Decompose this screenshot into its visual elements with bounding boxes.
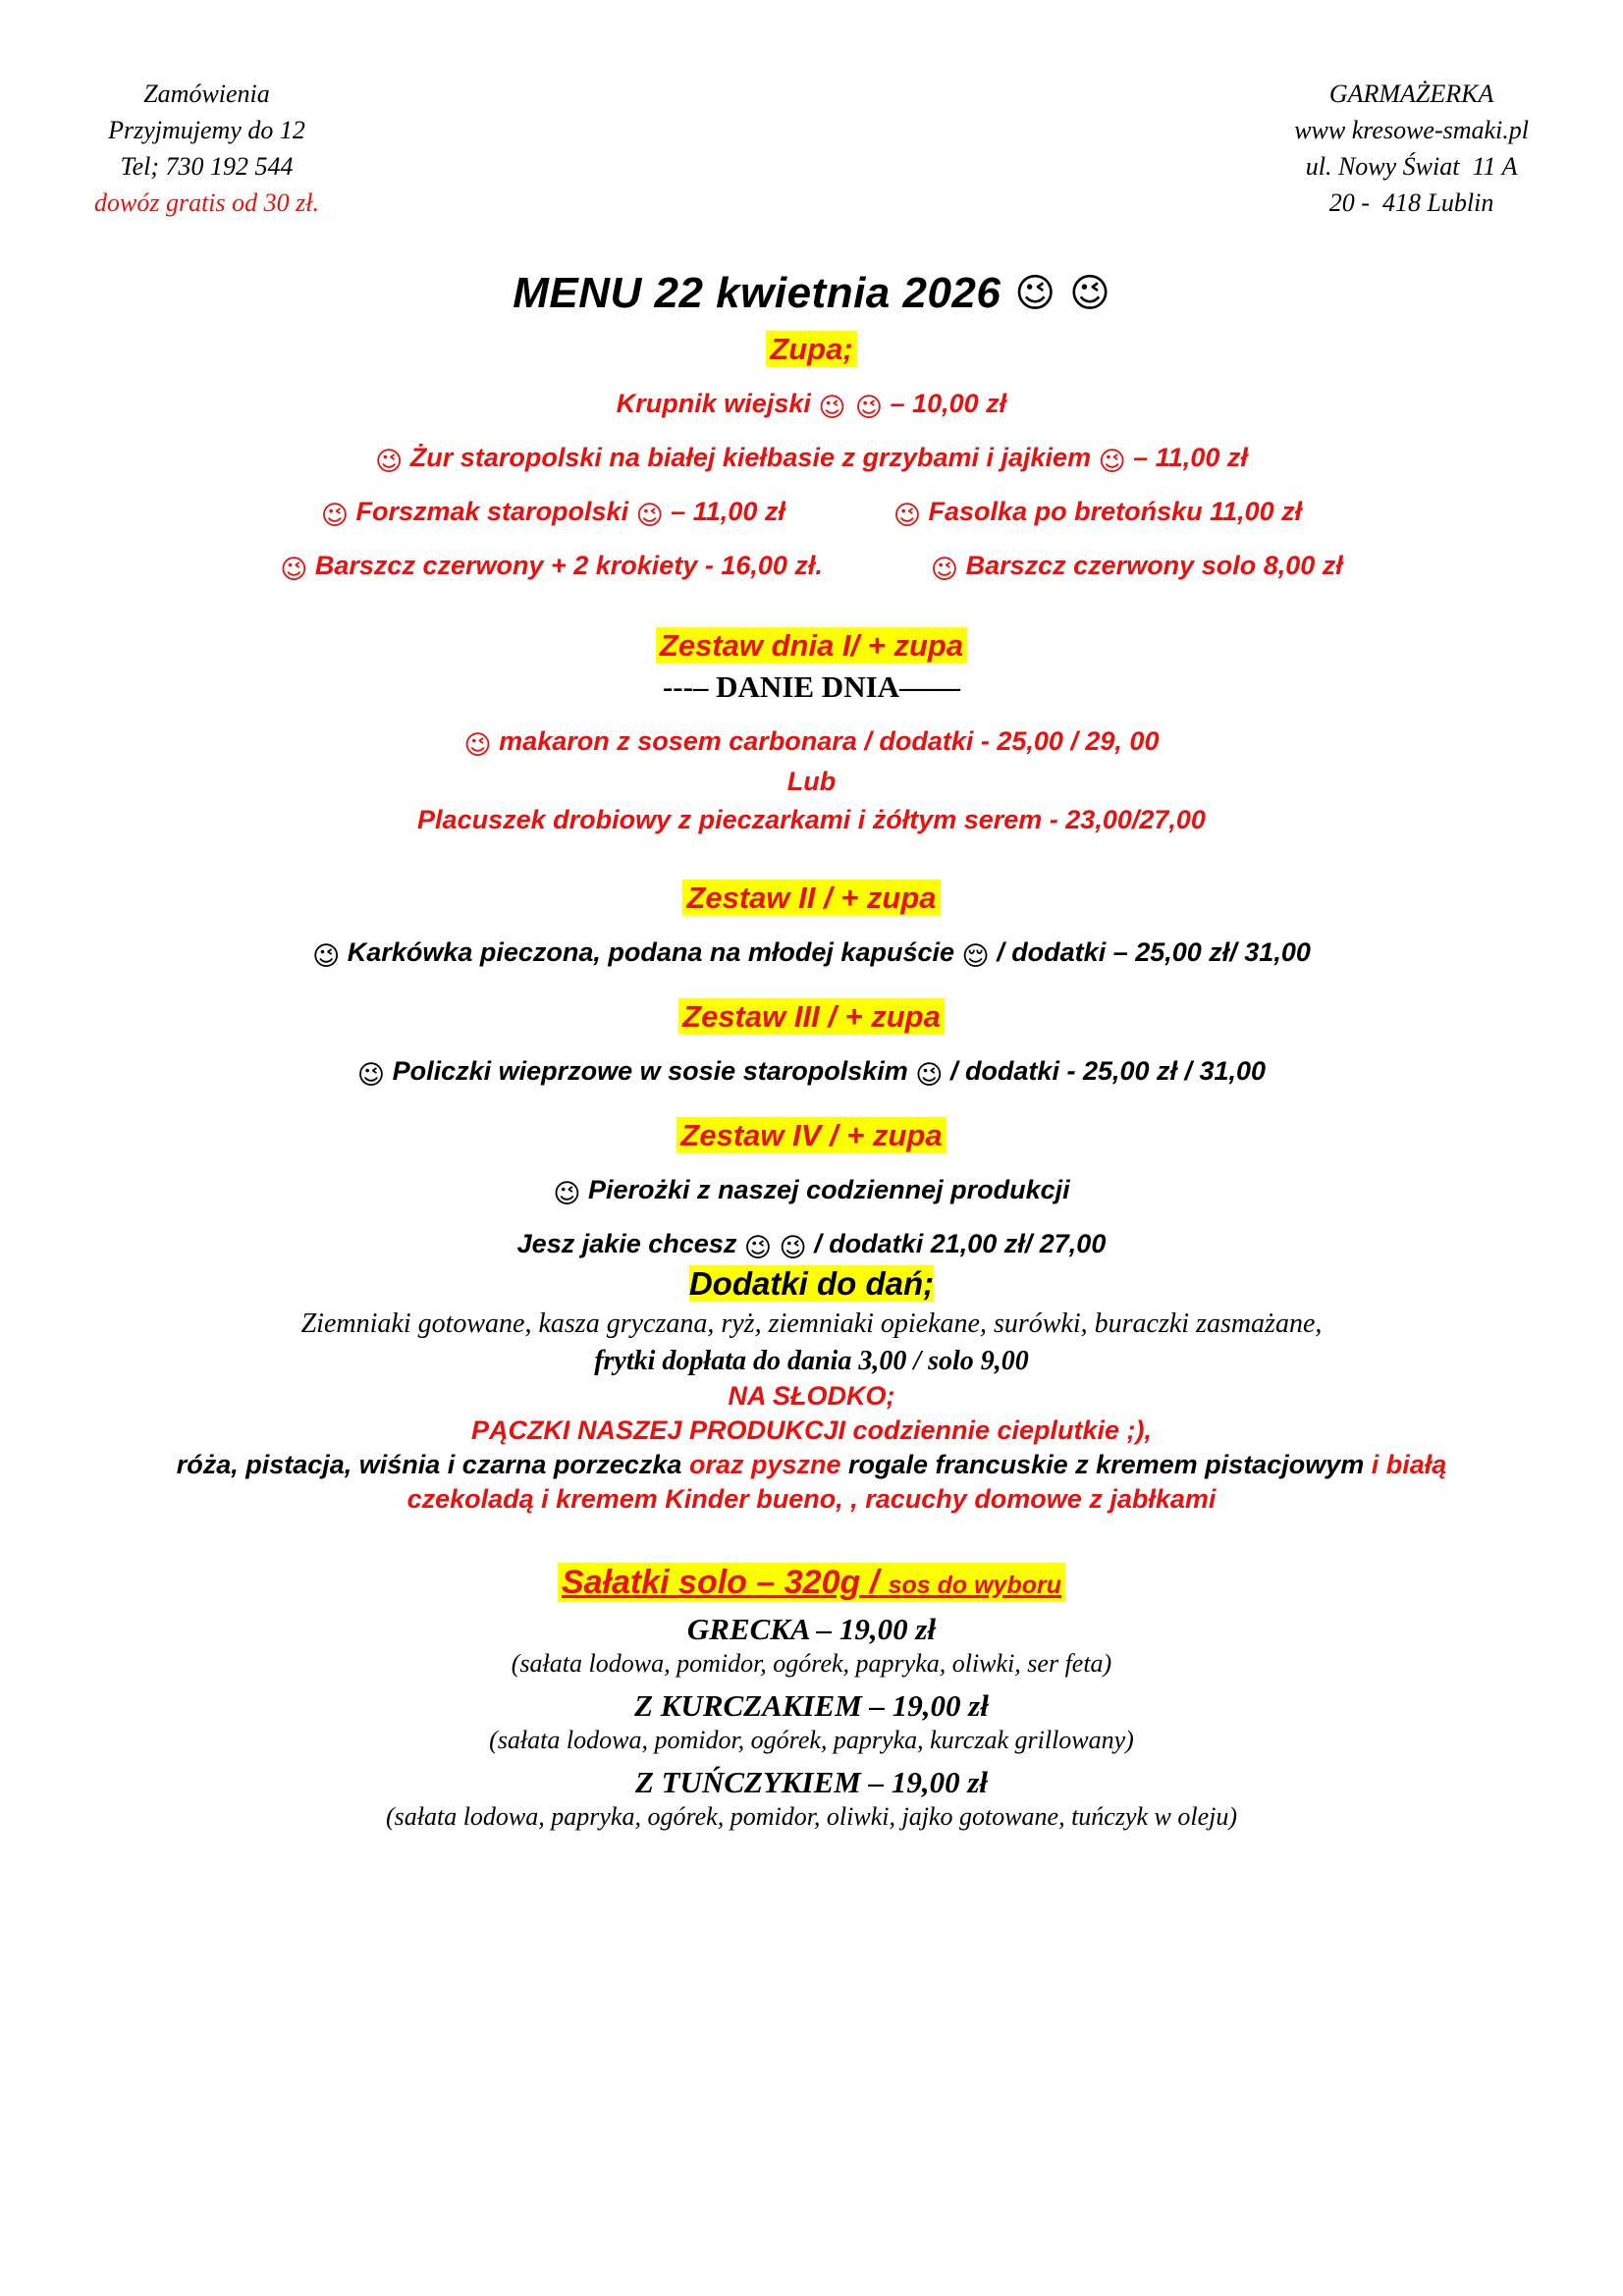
set-4-dish: 😉 Pierożki z naszej codziennej produkcji (553, 1174, 1070, 1209)
danie-dnia-subheading: ---– DANIE DNIA—— (662, 668, 961, 704)
sweet-line-donuts: PĄCZKI NASZEJ PRODUKCJI codziennie cieplutkie ;), (470, 1415, 1153, 1445)
salad-name-grecka: GRECKA – 19,00 zł (686, 1611, 937, 1646)
wink-emoji-icon: 😉 (930, 554, 959, 585)
section-heading-set-2: Zestaw II / + zupa (0, 881, 1623, 916)
page-title: MENU 22 kwietnia 2026 (513, 268, 1001, 317)
relieved-emoji-icon: 😌 (961, 940, 990, 972)
wink-emoji-icon: 😉 (356, 1059, 386, 1091)
section-heading-soup: Zupa; (0, 332, 1623, 367)
header-website: www kresowe-smaki.pl (1294, 115, 1529, 144)
document-header (0, 0, 1623, 222)
header-orders-label: Zamówienia (143, 80, 270, 108)
menu-title-row (0, 269, 1623, 318)
header-contact-block (94, 77, 319, 222)
soup-item-krupnik: Krupnik wiejski 😉 😉 – 10,00 zł (616, 388, 1007, 423)
soup-row-barszcz (0, 551, 1623, 583)
header-delivery-note: dowóz gratis od 30 zł. (94, 187, 319, 217)
set-1-dish-1: 😉 makaron z sosem carbonara / dodatki - 25,00 / 29, 00 (463, 725, 1160, 761)
soup-item-zur: 😉 Żur staropolski na białej kiełbasie z grzybami i jajkiem 😉 – 11,00 zł (375, 442, 1248, 477)
wink-emoji-icon: 😉 (743, 1232, 772, 1263)
section-heading-salads: Sałatki solo – 320g / sos do wyboru (0, 1564, 1623, 1602)
soup-item-barszcz-solo: 😉 Barszcz czerwony solo 8,00 zł (930, 550, 1343, 585)
wink-emoji-icon: 😉 (280, 554, 308, 585)
addons-list-line-1: Ziemniaki gotowane, kasza gryczana, ryż, ziemniaki opiekane, surówki, buraczki zasmażane, (300, 1308, 1323, 1339)
salad-desc-kurczak: (sałata lodowa, pomidor, ogórek, papryka, kurczak grillowany) (489, 1725, 1134, 1754)
wink-emoji-icon: 😉 (375, 446, 404, 477)
wink-emoji-icon: 😉 (1014, 270, 1056, 316)
header-phone: Tel; 730 192 544 (120, 151, 294, 181)
wink-emoji-icon: 😉 (320, 500, 349, 531)
header-street-address: ul. Nowy Świat 11 A (1305, 151, 1518, 181)
header-business-name: GARMAŻERKA (1328, 80, 1494, 108)
soup-item-fasolka: 😉 Fasolka po bretońsku 11,00 zł (893, 496, 1303, 531)
soup-item-barszcz-krokiety: 😉 Barszcz czerwony + 2 krokiety - 16,00 zł. (280, 550, 823, 585)
set-3-dish: 😉 Policzki wieprzowe w sosie staropolskim 😉 / dodatki - 25,00 zł / 31,00 (356, 1055, 1267, 1091)
section-heading-set-4: Zestaw IV / + zupa (0, 1118, 1623, 1153)
wink-emoji-icon: 😉 (1098, 446, 1126, 477)
set-1-or-label: Lub (786, 766, 837, 796)
set-2-dish: 😉 Karkówka pieczona, podana na młodej kapuście 😌 / dodatki – 25,00 zł/ 31,00 (312, 936, 1311, 972)
wink-emoji-icon: 😉 (312, 940, 341, 972)
section-heading-addons: Dodatki do dań; (688, 1264, 935, 1302)
wink-emoji-icon: 😉 (779, 1232, 807, 1263)
section-heading-set-1: Zestaw dnia I/ + zupa (0, 628, 1623, 664)
set-4-choice-line: Jesz jakie chcesz 😉 😉 / dodatki 21,00 zł/ 27,00 (516, 1228, 1107, 1263)
salad-desc-grecka: (sałata lodowa, pomidor, ogórek, papryka, oliwki, ser feta) (511, 1648, 1112, 1678)
wink-emoji-icon: 😉 (1069, 270, 1110, 316)
header-orders-hours: Przyjmujemy do 12 (108, 115, 305, 144)
header-city: 20 - 418 Lublin (1328, 187, 1494, 217)
section-heading-set-3: Zestaw III / + zupa (0, 999, 1623, 1035)
set-1-dish-2: Placuszek drobiowy z pieczarkami i żółtym serem - 23,00/27,00 (417, 804, 1206, 834)
salad-name-kurczak: Z KURCZAKIEM – 19,00 zł (634, 1687, 989, 1723)
addons-list-line-2: frytki dopłata do dania 3,00 / solo 9,00 (594, 1345, 1029, 1376)
soup-item-forszmak: 😉 Forszmak staropolski 😉 – 11,00 zł (320, 496, 785, 531)
wink-emoji-icon: 😉 (463, 729, 492, 761)
sweet-line-flavors: róża, pistacja, wiśnia i czarna porzeczka oraz pyszne rogale francuskie z kremem pistacjowym i białą (176, 1449, 1447, 1479)
salad-desc-tunczyk: (sałata lodowa, papryka, ogórek, pomidor, oliwki, jajko gotowane, tuńczyk w oleju) (385, 1801, 1238, 1831)
wink-emoji-icon: 😉 (553, 1178, 581, 1209)
wink-emoji-icon: 😉 (915, 1059, 944, 1091)
soup-row-forszmak-fasolka (0, 497, 1623, 529)
header-business-block (1294, 77, 1529, 222)
sweet-section-heading: NA SŁODKO; (728, 1380, 895, 1411)
wink-emoji-icon: 😉 (635, 500, 664, 531)
sweet-line-chocolate: czekoladą i kremem Kinder bueno, , racuchy domowe z jabłkami (406, 1483, 1217, 1514)
wink-emoji-icon: 😉 (893, 500, 922, 531)
wink-emoji-icon: 😉 😉 (818, 392, 884, 423)
salad-name-tunczyk: Z TUŃCZYKIEM – 19,00 zł (634, 1764, 989, 1799)
